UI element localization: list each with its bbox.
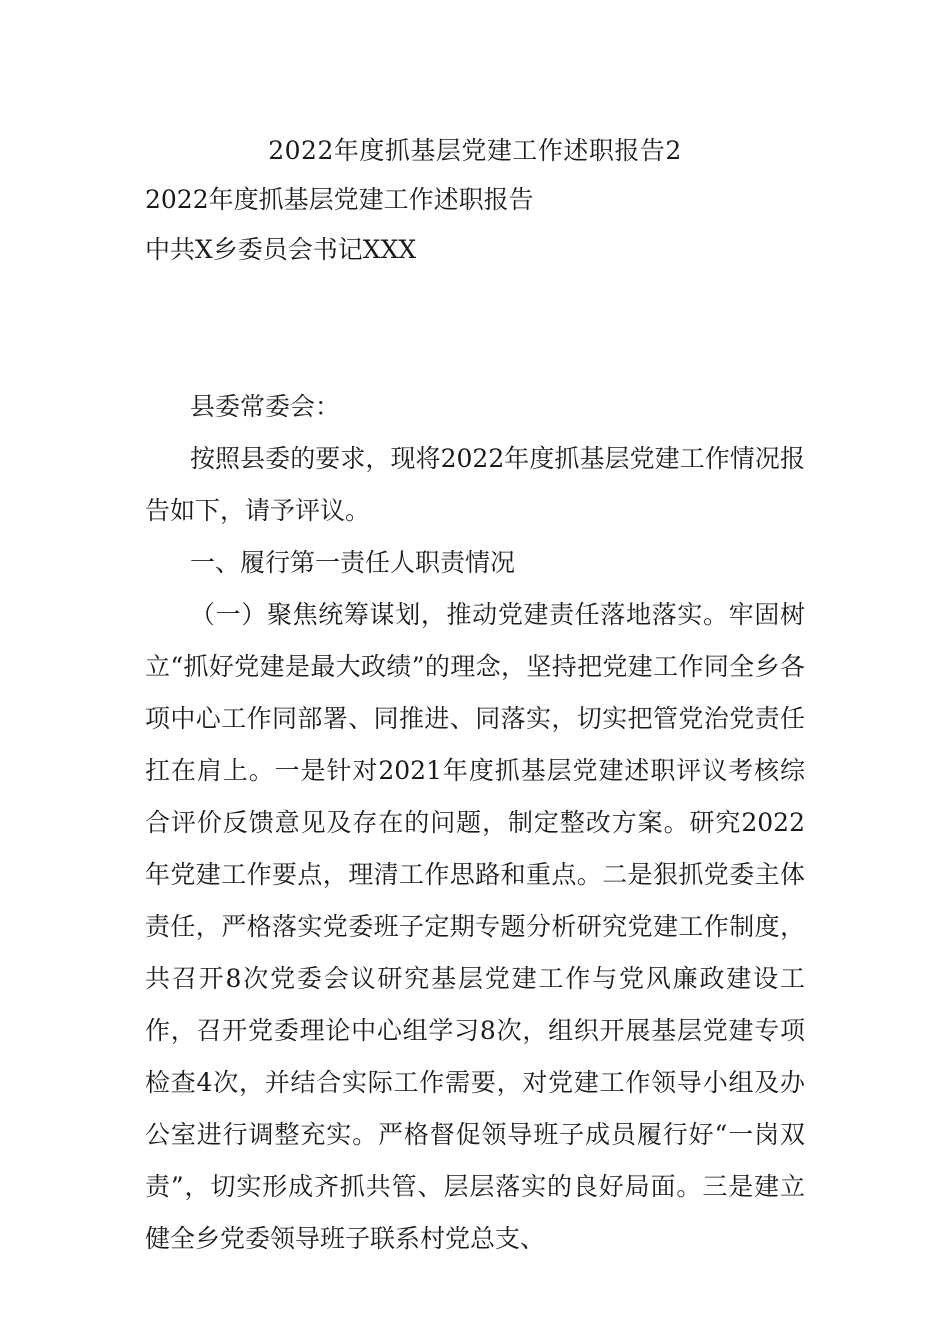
section-heading: 一、履行第一责任人职责情况 xyxy=(190,548,516,577)
document-subtitle: 2022年度抓基层党建工作述职报告 xyxy=(145,185,534,214)
document-body xyxy=(145,381,805,1265)
salutation: 县委常委会： xyxy=(190,392,341,421)
document-title: 2022年度抓基层党建工作述职报告2 xyxy=(268,136,682,165)
author-line: 中共X乡委员会书记XXX xyxy=(145,235,417,264)
body-paragraph: （一）聚焦统筹谋划，推动党建责任落地落实。牢固树立“抓好党建是最大政绩”的理念，坚持把党建工作同全乡各项中心工作同部署、同推进、同落实，切实把管党治党责任扛在肩上。一是针对2021年度抓基层党建述职评议考核综合评价反馈意见及存在的问题，制定整改方案。研究2022年党建工作要点，理清工作思路和重点。二是狠抓党委主体责任，严格落实党委班子定期专题分析研究党建工作制度，共召开8次党委会议研究基层党建工作与党风廉政建设工作，召开党委理论中心组学习8次，组织开展基层党建专项检查4次，并结合实际工作需要，对党建工作领导小组及办公室进行调整充实。严格督促领导班子成员履行好“一岗双责”，切实形成齐抓共管、层层落实的良好局面。三是建立健全乡党委领导班子联系村党总支、 xyxy=(145,600,805,1253)
intro-paragraph: 按照县委的要求，现将2022年度抓基层党建工作情况报告如下，请予评议。 xyxy=(145,444,805,525)
